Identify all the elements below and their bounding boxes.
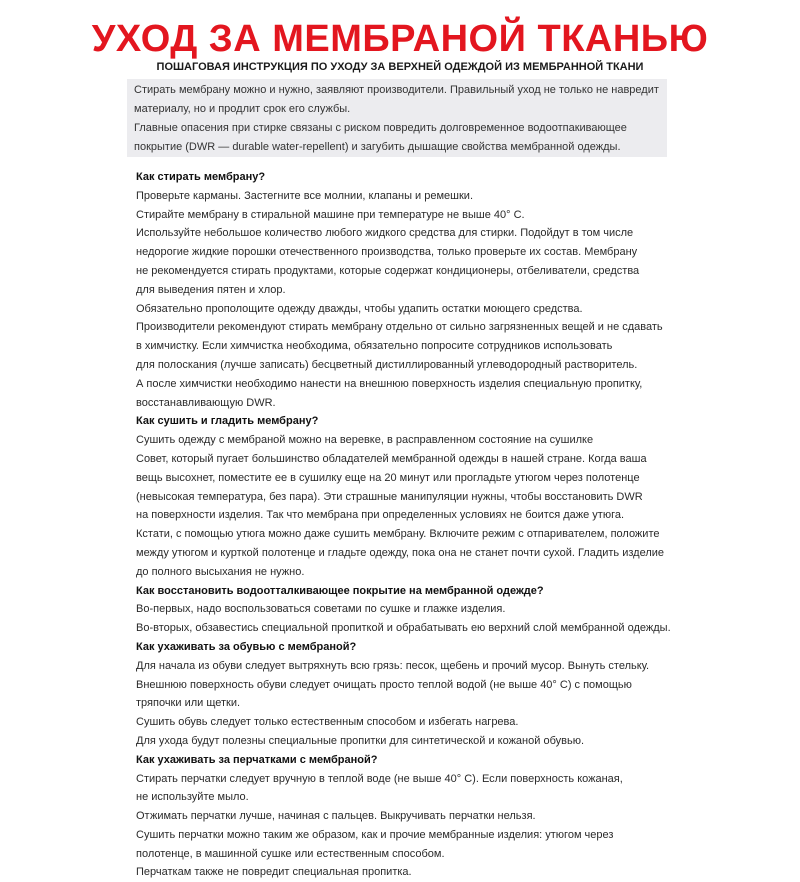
body-line: Внешнюю поверхность обуви следует очищать просто теплой водой (не выше 40° С) с помощью bbox=[136, 678, 632, 691]
body-line: полотенце, в машинной сушке или естественным способом. bbox=[136, 847, 445, 860]
intro-box bbox=[127, 79, 667, 157]
intro-line: материалу, но и продлит срок его службы. bbox=[134, 103, 351, 115]
page-title: УХОД ЗА МЕМБРАНОЙ ТКАНЬЮ bbox=[91, 18, 709, 60]
body-line: на поверхности изделия. Так что мембрана при определенных условиях не боится даже утюга. bbox=[136, 509, 625, 522]
body-line: до полного высыхания не нужно. bbox=[136, 565, 305, 578]
section-heading: Как сушить и гладить мембрану? bbox=[136, 415, 319, 428]
body-line: Во-первых, надо воспользоваться советами по сушке и глажке изделия. bbox=[136, 603, 506, 616]
section-heading: Как ухаживать за перчатками с мембраной? bbox=[136, 753, 378, 766]
body-line: Стирать перчатки следует вручную в теплой воде (не выше 40° С). Если поверхность кожаная, bbox=[136, 772, 623, 785]
body-line: Перчаткам также не повредит специальная пропитка. bbox=[136, 866, 412, 879]
section-heading: Как ухаживать за обувью с мембраной? bbox=[136, 640, 357, 653]
body-line: не рекомендуется стирать продуктами, которые содержат кондиционеры, отбеливатели, средства bbox=[136, 264, 640, 277]
body-line: вещь высохнет, поместите ее в сушилку еще на 20 минут или прогладьте утюгом через полотенце bbox=[136, 471, 640, 484]
body-line: Сушить одежду с мембраной можно на веревке, в расправленном состояние на сушилке bbox=[136, 434, 594, 447]
intro-line: Стирать мембрану можно и нужно, заявляют производители. Правильный уход не только не навредит bbox=[134, 84, 659, 96]
body-line: Для ухода будут полезны специальные пропитки для синтетической и кожаной обувью. bbox=[136, 734, 585, 747]
body-line: Используйте небольшое количество любого жидкого средства для стирки. Подойдут в том числе bbox=[136, 227, 634, 240]
body-line: не используйте мыло. bbox=[136, 791, 249, 804]
body-line: А после химчистки необходимо нанести на внешнюю поверхность изделия специальную пропитку, bbox=[136, 377, 643, 390]
instructions-body bbox=[136, 168, 676, 882]
body-line: для выведения пятен и хлор. bbox=[136, 283, 286, 296]
page-subtitle: ПОШАГОВАЯ ИНСТРУКЦИЯ ПО УХОДУ ЗА ВЕРХНЕЙ ОДЕЖДОЙ ИЗ МЕМБРАННОЙ ТКАНИ bbox=[156, 61, 644, 73]
body-line: недорогие жидкие порошки отечественного производства, только проверьте их состав. Мембрану bbox=[136, 246, 638, 259]
body-line: восстанавливающую DWR. bbox=[136, 396, 276, 409]
body-line: Совет, который пугает большинство обладателей мембранной одежды в нашей стране. Когда ваша bbox=[136, 452, 647, 465]
body-line: Для начала из обуви следует вытряхнуть всю грязь: песок, щебень и прочий мусор. Вынуть стельку. bbox=[136, 659, 650, 672]
body-line: Стирайте мембрану в стиральной машине при температуре не выше 40° С. bbox=[136, 208, 525, 221]
body-line: для полоскания (лучше записать) бесцветный дистиллированный углеводородный растворитель. bbox=[136, 358, 638, 371]
section-heading: Как восстановить водоотталкивающее покрытие на мембранной одежде? bbox=[136, 584, 544, 597]
body-line: Отжимать перчатки лучше, начиная с пальцев. Выкручивать перчатки нельзя. bbox=[136, 810, 536, 823]
body-line: между утюгом и курткой полотенце и гладьте одежду, пока она не станет почти сухой. Гладить изделие bbox=[136, 546, 665, 559]
body-line: тряпочки или щетки. bbox=[136, 697, 241, 710]
body-line: Проверьте карманы. Застегните все молнии, клапаны и ремешки. bbox=[136, 189, 473, 202]
body-line: (невысокая температура, без пара). Эти страшные манипуляции нужны, чтобы восстановить DWR bbox=[136, 490, 643, 503]
body-line: Кстати, с помощью утюга можно даже сушить мембрану. Включите режим с отпаривателем, положите bbox=[136, 528, 660, 541]
body-line: Обязательно прополощите одежду дважды, чтобы удапить остатки моющего средства. bbox=[136, 302, 583, 315]
section-heading: Как стирать мембрану? bbox=[136, 171, 266, 183]
body-line: Сушить обувь следует только естественным способом и избегать нагрева. bbox=[136, 716, 519, 729]
body-line: Сушить перчатки можно таким же образом, как и прочие мембранные изделия: утюгом через bbox=[136, 828, 614, 841]
body-line: Во-вторых, обзавестись специальной пропиткой и обрабатывать ею верхний слой мембранной одежды. bbox=[136, 622, 671, 635]
body-line: в химчистку. Если химчистка необходима, обязательно попросите сотрудников использовать bbox=[136, 340, 613, 353]
body-line: Производители рекомендуют стирать мембрану отдельно от сильно загрязненных вещей и не сдавать bbox=[136, 321, 663, 334]
intro-line: Главные опасения при стирке связаны с риском повредить долговременное водоотпакивающее bbox=[134, 122, 627, 134]
intro-line: покрытие (DWR — durable water-repellent) и загубить дышащие свойства мембранной одежды. bbox=[134, 141, 621, 153]
